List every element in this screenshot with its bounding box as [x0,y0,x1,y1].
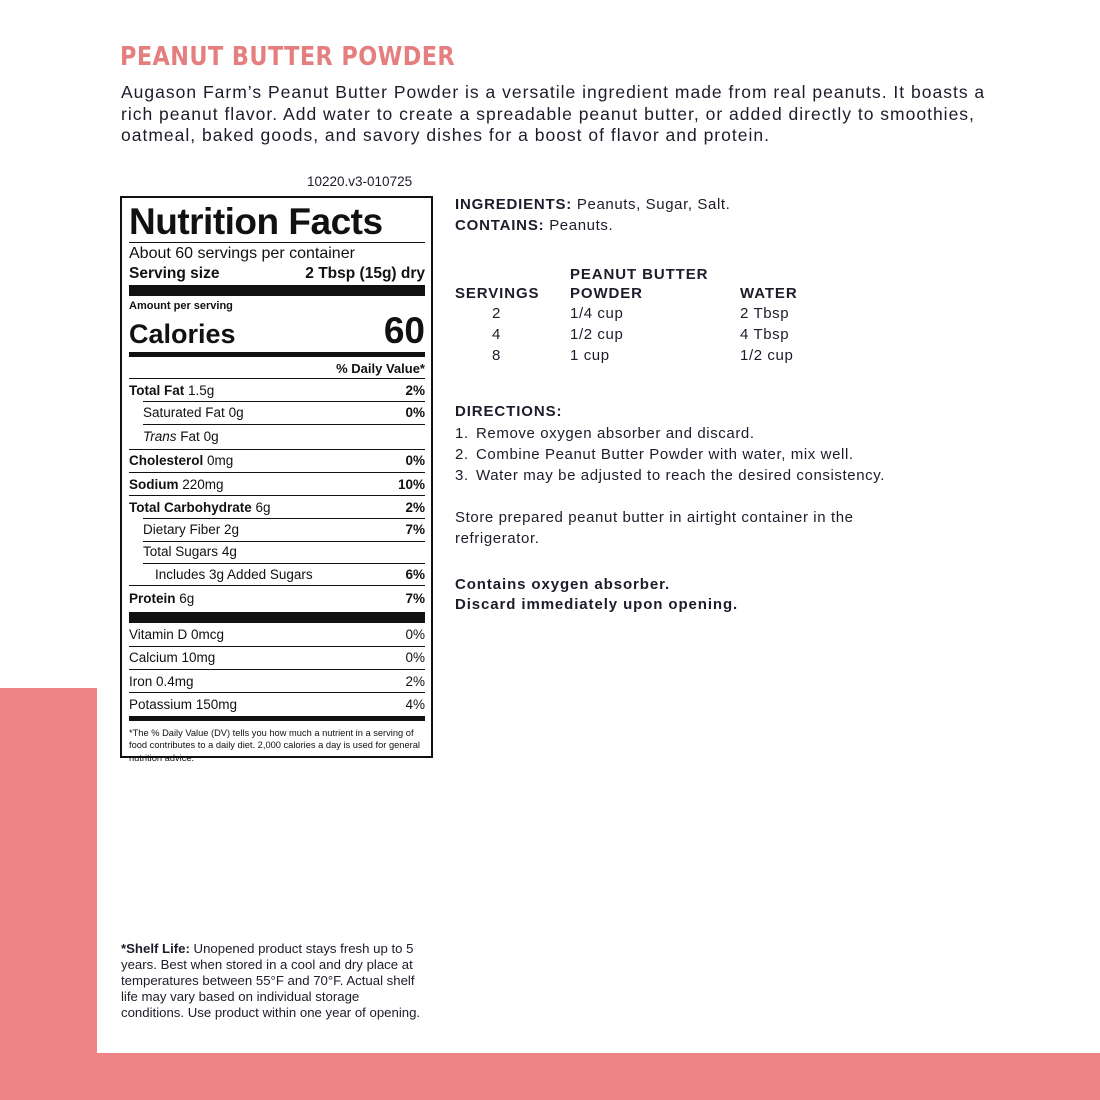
vitamin-dv: 0% [405,650,425,666]
step-text: Remove oxygen absorber and discard. [476,425,755,442]
storage-instructions: Store prepared peanut butter in airtight container in the refrigerator. [455,509,854,547]
serving-size-label: Serving size [129,265,220,282]
nutrient-amount: 1.5g [188,382,215,398]
servings-per-container: About 60 servings per container [129,245,355,262]
vitamin-row [129,623,425,645]
nutrient-label: Includes 3g Added Sugars [155,566,313,582]
calories-row [129,310,425,351]
calories-value: 60 [383,310,425,351]
warning-line: Discard immediately upon opening. [455,595,739,613]
serving-size-row [129,264,425,283]
nutrient-label: Fat [180,428,200,444]
column-header-water: WATER [740,285,798,302]
direction-step [455,444,885,465]
column-header-powder-line2: POWDER [570,285,643,302]
step-text: Combine Peanut Butter Powder with water, mix well. [476,446,854,463]
nutrient-row-total-fat [129,378,425,401]
nutrient-dv: 10% [397,476,425,492]
divider [129,242,425,243]
daily-value-footnote: *The % Daily Value (DV) tells you how much a nutrient in a serving of food contributes to a daily diet. 2,000 calories a day is used for general nutrition advice. [129,727,420,763]
contains-value: Peanuts. [549,216,614,234]
vitamin-dv: 4% [405,696,425,712]
nutrient-row-added-sugars [129,563,425,585]
preparation-table [455,265,835,375]
step-number: 2. [455,446,469,463]
daily-value-header: % Daily Value* [336,361,425,376]
nutrient-row-trans-fat [129,424,425,449]
accent-band-bottom [0,1053,1100,1100]
nutrient-dv: 2% [405,382,425,398]
vitamin-row [129,646,425,669]
table-cell-powder: 1/4 cup [570,305,624,322]
direction-step [455,423,885,444]
table-cell-powder: 1/2 cup [570,326,624,343]
calories-label: Calories [129,319,236,349]
vitamin-label: Vitamin D 0mcg [129,627,225,643]
nutrient-row-total-sugars [129,541,425,563]
nutrient-amount: 0g [203,428,219,444]
thick-divider [129,285,425,296]
nutrient-amount: 2g [224,522,240,538]
shelf-life-label: *Shelf Life: [121,941,190,956]
vitamin-label: Potassium 150mg [129,696,238,712]
vitamin-row [129,669,425,692]
nutrition-facts-label [120,196,433,763]
nutrient-amount: 220mg [182,476,224,492]
oxygen-absorber-warning [455,575,738,614]
nutrient-dv: 0% [405,404,425,420]
shelf-life-note [121,941,421,1021]
product-code: 10220.v3-010725 [307,174,413,189]
warning-line: Contains oxygen absorber. [455,576,671,593]
nutrient-label: Dietary Fiber [143,522,221,538]
nutrient-row-total-carbohydrate [129,495,425,518]
nutrient-label: Total Sugars [143,544,219,560]
nutrient-row-sodium [129,472,425,495]
table-cell-servings: 4 [492,326,501,343]
nutrient-row-protein [129,585,425,611]
nutrient-dv: 2% [405,499,425,515]
table-cell-water: 2 Tbsp [740,305,790,322]
nutrient-dv: 6% [405,566,425,582]
nutrition-facts-title: Nutrition Facts [129,201,383,242]
nutrient-label: Total Fat [129,382,185,398]
step-text: Water may be adjusted to reach the desired consistency. [476,467,886,484]
direction-step [455,465,885,486]
product-description: Augason Farm’s Peanut Butter Powder is a versatile ingredient made from real peanuts. It boasts a rich peanut flavor. Add water to create a spreadable peanut butter, or added directly to smoothies, oatmeal, baked goods, and savory dishes for a boost of flavor and protein. [121,82,986,145]
ingredients-label: INGREDIENTS: [455,196,573,213]
nutrient-row-dietary-fiber [129,518,425,540]
directions-list [455,423,885,486]
vitamin-label: Iron 0.4mg [129,673,194,689]
contains-label: CONTAINS: [455,216,545,234]
nutrient-amount: 6g [179,591,195,607]
medium-divider [129,352,425,357]
ingredients-value: Peanuts, Sugar, Salt. [576,196,731,213]
nutrient-label: Cholesterol [129,453,204,469]
vitamin-dv: 2% [405,673,425,689]
shelf-life-text: Unopened product stays fresh up to 5 years. Best when stored in a cool and dry place at temperatures between 55°F and 70°F. Actual shelf life may vary based on individual storage conditions. Use product within one year of opening. [121,941,421,1020]
thick-divider [129,612,425,623]
table-cell-water: 4 Tbsp [740,326,790,343]
nutrient-dv: 7% [405,591,425,607]
column-header-powder-line1: PEANUT BUTTER [570,266,709,283]
vitamin-label: Calcium 10mg [129,650,216,666]
table-cell-servings: 8 [492,347,501,364]
nutrient-label: Protein [129,591,176,607]
nutrient-dv: 0% [405,453,425,469]
vitamin-row [129,692,425,715]
nutrient-amount: 0g [228,404,244,420]
nutrient-amount: 0mg [207,453,234,469]
nutrient-row-cholesterol [129,449,425,472]
table-cell-powder: 1 cup [570,347,610,364]
medium-divider [129,716,425,721]
nutrient-amount: 4g [221,544,237,560]
nutrient-amount: 6g [255,499,271,515]
nutrient-label: Total Carbohydrate [129,499,252,515]
nutrient-label: Saturated Fat [143,404,225,420]
column-header-servings: SERVINGS [455,285,540,302]
nutrient-dv: 7% [405,522,425,538]
nutrient-label-italic: Trans [143,428,177,444]
nutrient-label: Sodium [129,476,179,492]
page-title: PEANUT BUTTER POWDER [120,42,456,72]
directions-title: DIRECTIONS: [455,403,563,420]
vitamin-dv: 0% [405,627,425,643]
accent-block-left [0,688,97,1100]
table-cell-servings: 2 [492,305,501,322]
table-cell-water: 1/2 cup [740,347,794,364]
nutrient-row-saturated-fat [129,401,425,423]
ingredients-block [455,195,730,236]
step-number: 3. [455,467,469,484]
step-number: 1. [455,425,469,442]
serving-size-value: 2 Tbsp (15g) dry [305,265,425,282]
amount-per-serving: Amount per serving [129,300,233,312]
